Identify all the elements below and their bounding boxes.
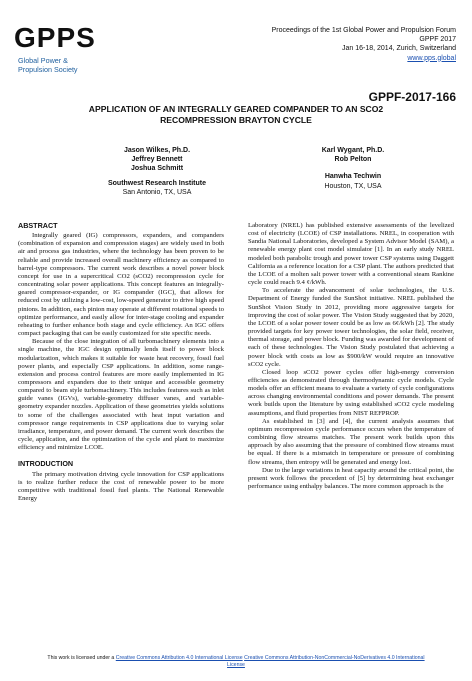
abstract-heading: ABSTRACT: [18, 221, 58, 230]
conference-line-1: Proceedings of the 1st Global Power and Propulsion Forum: [271, 27, 456, 34]
gpps-logo-subtitle-line-1: Global Power &: [18, 56, 68, 65]
gpps-logo-subtitle: [18, 56, 128, 74]
author-location: Houston, TX, USA: [324, 182, 382, 190]
body-paragraph: Laboratory (NREL) has published extensive assessments of the levelized cost of electricity (LCOE) of CSP installations. NREL, in cooperation with Sandia National Laboratories, developed a System Advisor Model (SAM), a renewable energy plant cost model simulator [1]. In an early study NREL modeled both parabolic trough and power tower CSP systems using Daggett California as a reference location for a CSP plant. The authors predicted that the LCOE of a molten salt power tower with a conventional steam Rankine cycle could reach 9.4 ¢/kWh.: [248, 222, 454, 287]
author-name: Jeffrey Bennett: [131, 156, 183, 164]
gpps-logo-wordmark: GPPS: [14, 22, 96, 53]
author-location: San Antonio, TX, USA: [122, 188, 192, 196]
license-prefix: This work is licensed under a: [47, 655, 115, 661]
body-paragraph: To accelerate the advancement of solar technologies, the U.S. Department of Energy funded the SunShot initiative. NREL published the SunShot Vision Study in 2012, providing more aggressive targets for improving the cost of solar power. The Vision Study suggested that by 2020, the LCOE of a solar power tower could be as low as 6¢/kWh [2]. The study provided targets for key power tower technologies, the solar field, receiver, thermal storage, and power block. Funding was awarded for development of each of these technologies. The Vision Study postulated that achieving a power block with costs as low as $900/kW would require an innovative sCO2 cycle.: [248, 287, 454, 368]
conference-line-2: GPPF 2017: [419, 36, 456, 44]
author-name: Jason Wilkes, Ph.D.: [123, 147, 191, 154]
author-name: Joshua Schmitt: [130, 165, 184, 173]
right-column: [248, 222, 454, 491]
license-link-cc-by-nc-nd[interactable]: Creative Commons Attribution-NonCommercial-NoDerivatives 4.0 International License: [227, 655, 425, 668]
introduction-heading: INTRODUCTION: [18, 459, 74, 469]
license-footer: [40, 655, 432, 668]
gpps-logo: [14, 22, 126, 84]
author-block-right: [278, 146, 428, 191]
author-affiliation: Southwest Research Institute: [107, 179, 207, 187]
paper-id: GPPF-2017-166: [368, 90, 456, 104]
body-paragraph: Due to the large variations in heat capacity around the critical point, the present work follows the precedent of [5] by determining heat exchanger performance using enthalpy balances. The more common approach is the: [248, 466, 454, 490]
body-paragraph: Closed loop sCO2 power cycles offer high-energy conversion efficiencies as demonstrated through thermodynamic cycle models. Cycle models offer an efficient means to evaluate a variety of cycle configurations across changing environmental conditions and power demands. The present work builds upon the literature by using established sCO2 cycle modeling assumptions, and fluid properties from NIST REFPROP.: [248, 368, 454, 417]
paper-title-line-2: RECOMPRESSION BRAYTON CYCLE: [160, 115, 312, 125]
conference-url-link[interactable]: www.pps.global: [407, 54, 456, 62]
gpps-logo-subtitle-line-2: Propulsion Society: [18, 65, 78, 74]
author-affiliation: Hanwha Techwin: [324, 173, 382, 181]
conference-info: [206, 26, 456, 63]
author-name: Rob Pelton: [334, 156, 372, 164]
left-column: [18, 222, 224, 503]
author-block-left: [72, 146, 242, 197]
abstract-paragraph: Because of the close integration of all turbomachinery elements into a single machine, the IGC design optimally lends itself to power block modularization, which makes it suitable for waste heat recovery, fossil fuel power plants, and especially CSP applications. In addition, some range-extension and process control features are more easily implemented in IG compressors and expanders due to their unique and accessible geometry compared to beam style turbomachinery. This includes features such as inlet guide vanes (IGVs), variable-geometry diffuser vanes, and variable-geometry expander nozzles. Application of these geometries yields solutions to some of the challenges associated with heat input variation and compressor range requirements in CSP applications due to varying solar irradiance, temperature, and power demand. The current work describes the cycle, application, and the optimization of the cycle and plant to maximize efficiency and minimize LCOE.: [18, 338, 224, 452]
paper-title: [30, 104, 442, 126]
abstract-paragraph: Integrally geared (IG) compressors, expanders, and companders (combination of expansion and compression stages) are widely used in both air and process gas industries, where the technology has been proven to be reliable and provide increased overall machinery efficiency as compared to barrel-type compressors. The current work describes a novel power block concept for use in a supercritical CO2 (sCO2) recompression cycle for concentrating solar power applications. This concept features an integrally-geared compressor-expander, or IG compander (IGC), that allows for reduced cost by utilizing a low-cost, low-speed generator to drive high speed pinions. In addition, each pinion may operate at different rotational speeds to optimize performance, and easily allow for inter-stage cooling and expander reheating to further enhance both stage and cycle efficiency. An IGC offers compact packaging that can be easily customized for site specific needs.: [18, 232, 224, 338]
conference-line-3: Jan 16-18, 2014, Zurich, Switzerland: [341, 45, 456, 53]
license-link-cc-by[interactable]: Creative Commons Attribution 4.0 International License: [115, 655, 243, 661]
paper-title-line-1: APPLICATION OF AN INTEGRALLY GEARED COMPANDER TO AN SCO2: [88, 104, 384, 114]
author-name: Karl Wygant, Ph.D.: [321, 147, 385, 154]
body-paragraph: As established in [3] and [4], the current analysis assumes that optimum recompression cycle performance occurs when the temperature of combining flow streams matches. The present work builds upon this approach by also assuming that the pressure of combined flow streams must be equal. If there is a mismatch in temperature or pressure of combining flow streams, then entropy will be generated and energy lost.: [248, 417, 454, 466]
introduction-paragraph: The primary motivation driving cycle innovation for CSP applications is to realize further reduce the cost of renewable power to be more competitive with traditional fossil fuel plants. The National Renewable Energy: [18, 470, 224, 502]
